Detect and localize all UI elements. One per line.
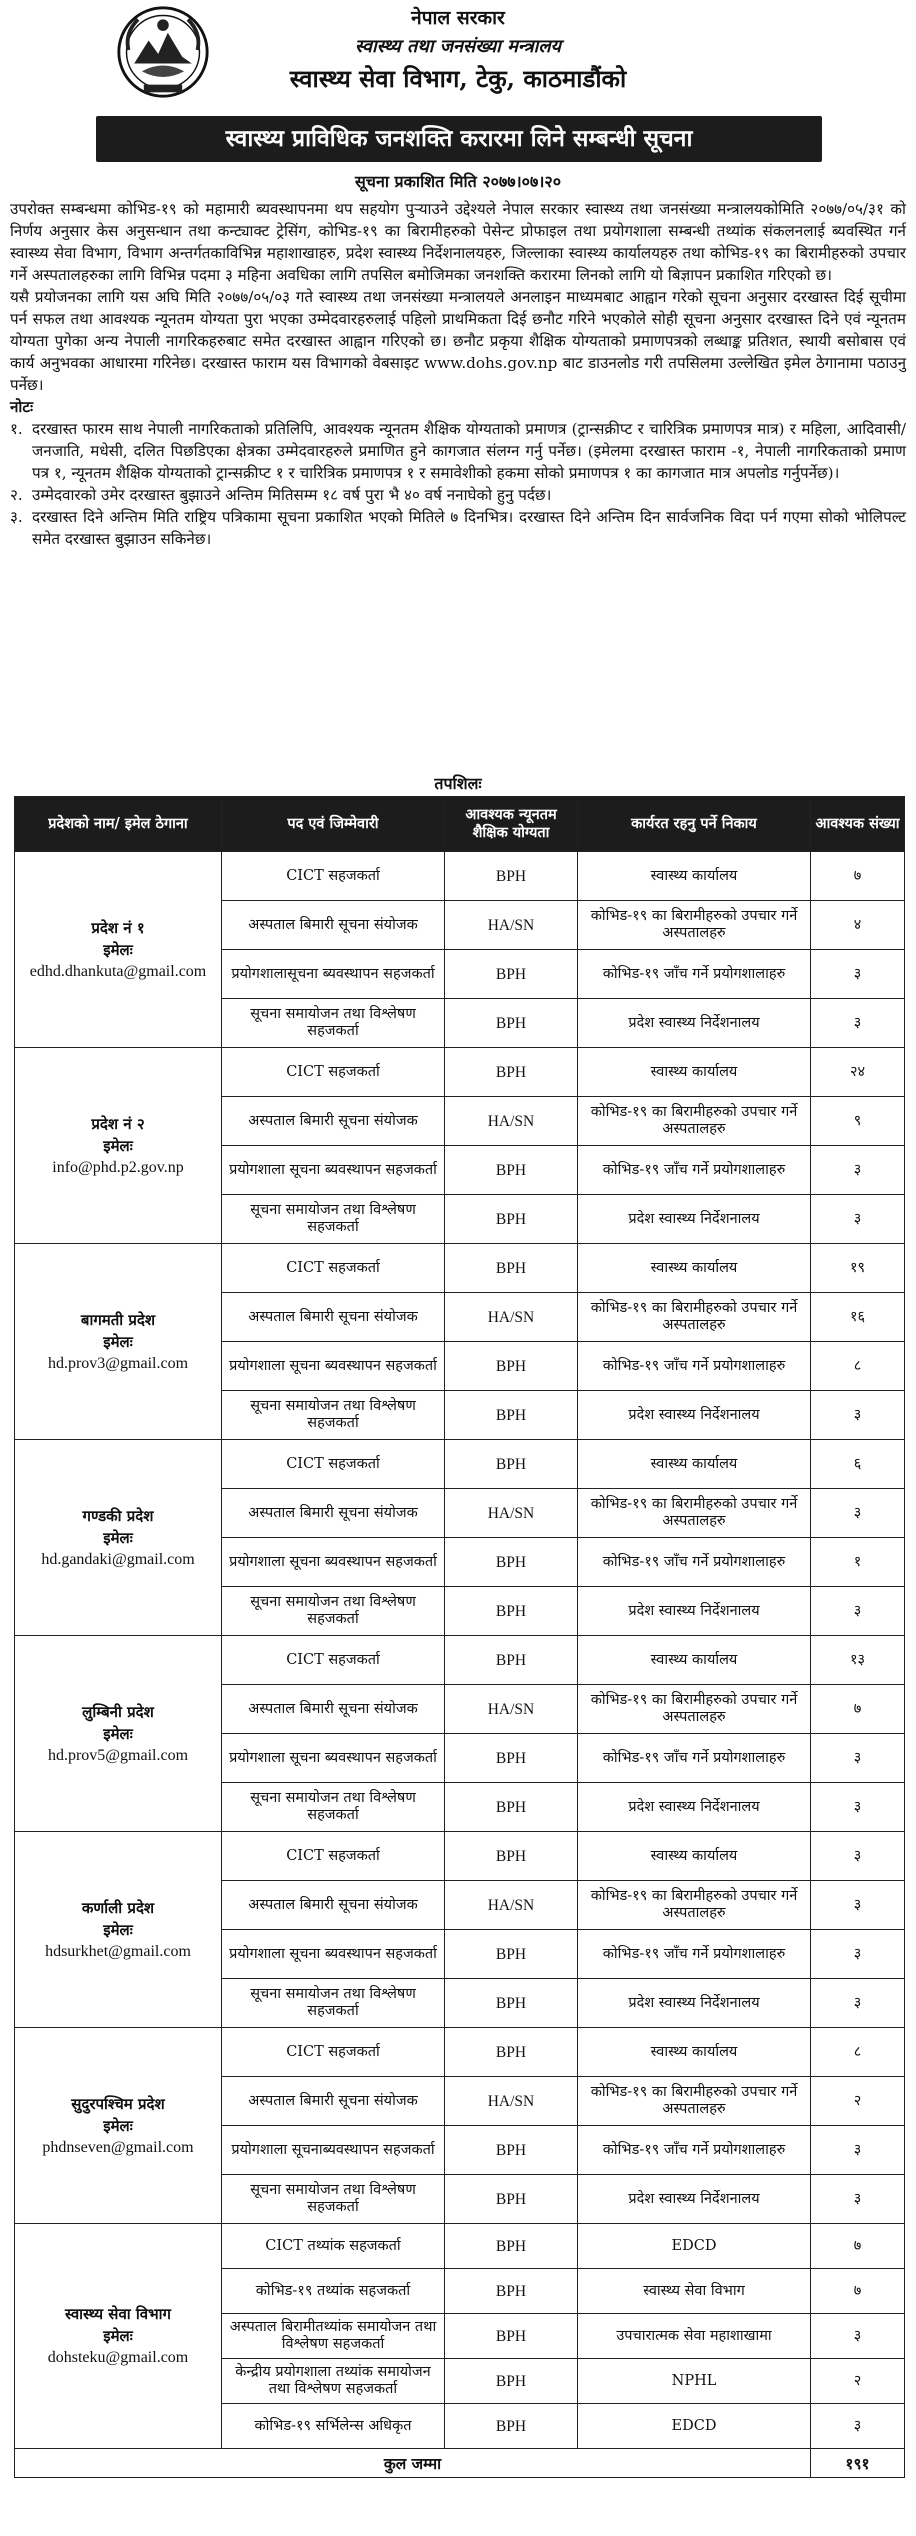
office-cell: कोभिड-१९ जाँच गर्ने प्रयोगशालाहरु: [578, 1538, 811, 1587]
qualification-cell: BPH: [445, 1636, 578, 1685]
qualification-cell: BPH: [445, 2314, 578, 2359]
province-email: dohsteku@gmail.com: [47, 2349, 189, 2366]
table-subtitle: तपशिलः: [434, 774, 482, 793]
note-item: [10, 484, 906, 506]
header-province: प्रदेशको नाम/ इमेल ठेगाना: [15, 797, 222, 852]
post-cell: CICT सहजकर्ता: [222, 1244, 445, 1293]
post-cell: CICT सहजकर्ता: [222, 1048, 445, 1097]
count-cell: २: [811, 2077, 905, 2126]
province-name: प्रदेश नं २: [91, 1114, 145, 1133]
qualification-cell: BPH: [445, 1440, 578, 1489]
table-header-row: [15, 797, 905, 852]
office-cell: स्वास्थ्य सेवा विभाग: [578, 2269, 811, 2314]
count-cell: ३: [811, 1783, 905, 1832]
count-cell: ३: [811, 2314, 905, 2359]
email-label: इमेलः: [103, 1136, 133, 1155]
count-cell: ९: [811, 1097, 905, 1146]
qualification-cell: BPH: [445, 2224, 578, 2269]
office-cell: कोभिड-१९ का बिरामीहरुको उपचार गर्ने अस्पतालहरु: [578, 1293, 811, 1342]
note-item: [10, 418, 906, 484]
post-cell: प्रयोगशाला सूचना ब्यवस्थापन सहजकर्ता: [222, 1342, 445, 1391]
note-number: २.: [10, 486, 23, 504]
email-label: इमेलः: [103, 2327, 133, 2345]
note-text: उम्मेदवारको उमेर दरखास्त बुझाउने अन्तिम मितिसम्म १८ वर्ष पुरा भै ४० वर्ष ननाघेको हुनु पर्दछ।: [32, 486, 552, 504]
post-cell: CICT सहजकर्ता: [222, 1832, 445, 1881]
province-email: hd.prov5@gmail.com: [47, 1746, 189, 1764]
province-cell: [15, 1636, 222, 1832]
total-label: कुल जम्मा: [15, 2449, 811, 2478]
email-label: इमेलः: [103, 1332, 133, 1351]
post-cell: अस्पताल बिरामीतथ्यांक समायोजन तथा विश्लेषण सहजकर्ता: [222, 2314, 445, 2359]
count-cell: १६: [811, 1293, 905, 1342]
office-cell: स्वास्थ्य कार्यालय: [578, 2028, 811, 2077]
qualification-cell: BPH: [445, 2404, 578, 2449]
office-cell: प्रदेश स्वास्थ्य निर्देशनालय: [578, 1587, 811, 1636]
notice-title-banner: स्वास्थ्य प्राविधिक जनशक्ति करारमा लिने सम्बन्धी सूचना: [96, 116, 822, 162]
province-cell: [15, 2028, 222, 2224]
count-cell: ३: [811, 999, 905, 1048]
header-count: आवश्यक संख्या: [811, 797, 905, 852]
email-label: इमेलः: [103, 1724, 133, 1743]
post-cell: प्रयोगशाला सूचना ब्यवस्थापन सहजकर्ता: [222, 1538, 445, 1587]
ministry-name: स्वास्थ्य तथा जनसंख्या मन्त्रालय: [355, 36, 561, 57]
qualification-cell: HA/SN: [445, 1685, 578, 1734]
province-email: edhd.dhankuta@gmail.com: [29, 962, 207, 980]
qualification-cell: BPH: [445, 1391, 578, 1440]
qualification-cell: BPH: [445, 852, 578, 901]
office-cell: प्रदेश स्वास्थ्य निर्देशनालय: [578, 2175, 811, 2224]
count-cell: ३: [811, 2404, 905, 2449]
office-cell: कोभिड-१९ का बिरामीहरुको उपचार गर्ने अस्पतालहरु: [578, 1881, 811, 1930]
email-label: इमेलः: [103, 1528, 133, 1547]
office-cell: कोभिड-१९ जाँच गर्ने प्रयोगशालाहरु: [578, 1342, 811, 1391]
province-cell: [15, 2224, 222, 2449]
qualification-cell: HA/SN: [445, 1489, 578, 1538]
count-cell: ३: [811, 2126, 905, 2175]
count-cell: ३: [811, 1146, 905, 1195]
office-cell: स्वास्थ्य कार्यालय: [578, 852, 811, 901]
post-cell: अस्पताल बिमारी सूचना संयोजक: [222, 2077, 445, 2126]
email-label: इमेलः: [103, 1920, 133, 1939]
qualification-cell: BPH: [445, 1538, 578, 1587]
post-cell: प्रयोगशालासूचना ब्यवस्थापन सहजकर्ता: [222, 950, 445, 999]
province-email: phdnseven@gmail.com: [42, 2138, 194, 2156]
note-number: १.: [10, 420, 23, 438]
qualification-cell: BPH: [445, 1048, 578, 1097]
post-cell: अस्पताल बिमारी सूचना संयोजक: [222, 901, 445, 950]
post-cell: केन्द्रीय प्रयोगशाला तथ्यांक समायोजन तथा विश्लेषण सहजकर्ता: [222, 2359, 445, 2404]
post-cell: कोभिड-१९ तथ्यांक सहजकर्ता: [222, 2269, 445, 2314]
intro-paragraph-1: उपरोक्त सम्बन्धमा कोभिड-१९ को महामारी ब्यवस्थापनमा थप सहयोग पुर्‍याउने उद्देश्यले नेपाल सरकार स्वास्थ्य तथा जनसंख्या मन्त्रालयकोमिति २०७७/०५/३१ को निर्णय अनुसार केस अनुसन्धान तथा कन्ट्याक्ट ट्रेसिंग, कोभिड-१९ का बिरामीहरुको पेसेन्ट प्रोफाइल तथा प्रयोगशाला सम्बन्धी तथ्यांक संकलनलाई ब्यवस्थित गर्न स्वास्थ्य सेवा विभाग, विभाग अन्तर्गतकाविभिन्न महाशाखाहरु, प्रदेश स्वास्थ्य निर्देशनालयहरु, जिल्लाका स्वास्थ्य कार्यालयहरु तथा कोभिड-१९ का बिरामीहरुको उपचार गर्ने अस्पतालहरुका लागि विभिन्न पदमा ३ महिना अवधिका लागि तपसिल बमोजिमका जनशक्ति करारमा लिनको लागि यो बिज्ञापन प्रकाशित गरिएको छ।: [10, 200, 906, 284]
letterhead: [0, 0, 916, 112]
qualification-cell: HA/SN: [445, 2077, 578, 2126]
post-cell: अस्पताल बिमारी सूचना संयोजक: [222, 1489, 445, 1538]
post-cell: CICT सहजकर्ता: [222, 1440, 445, 1489]
department-name: स्वास्थ्य सेवा विभाग, टेकु, काठमाडौंको: [289, 64, 627, 93]
count-cell: ७: [811, 1685, 905, 1734]
province-name: गण्डकी प्रदेश: [82, 1506, 154, 1525]
count-cell: ३: [811, 1881, 905, 1930]
post-cell: कोभिड-१९ सर्भिलेन्स अधिकृत: [222, 2404, 445, 2449]
office-cell: स्वास्थ्य कार्यालय: [578, 1244, 811, 1293]
note-text: दरखास्त दिने अन्तिम मिति राष्ट्रिय पत्रिकामा सूचना प्रकाशित भएको मितिले ७ दिनभित्र। दरखास्त दिने अन्तिम दिन सार्वजनिक विदा पर्न गएमा सोको भोलिपल्ट समेत दरखास्त बुझाउन सकिनेछ।: [32, 508, 906, 548]
count-cell: ३: [811, 1734, 905, 1783]
post-cell: प्रयोगशाला सूचनाब्यवस्थापन सहजकर्ता: [222, 2126, 445, 2175]
qualification-cell: BPH: [445, 1783, 578, 1832]
count-cell: ३: [811, 1391, 905, 1440]
post-cell: सूचना समायोजन तथा विश्लेषण सहजकर्ता: [222, 1979, 445, 2028]
qualification-cell: BPH: [445, 2126, 578, 2175]
total-value: १९१: [811, 2449, 905, 2478]
qualification-cell: BPH: [445, 2028, 578, 2077]
total-row: [15, 2449, 905, 2478]
post-cell: अस्पताल बिमारी सूचना संयोजक: [222, 1293, 445, 1342]
email-label: इमेलः: [103, 940, 133, 959]
count-cell: ८: [811, 2028, 905, 2077]
post-cell: सूचना समायोजन तथा विश्लेषण सहजकर्ता: [222, 1391, 445, 1440]
notes-list: [10, 418, 906, 550]
count-cell: ७: [811, 2224, 905, 2269]
post-cell: CICT सहजकर्ता: [222, 2028, 445, 2077]
province-name: कर्णाली प्रदेश: [81, 1898, 155, 1917]
office-cell: कोभिड-१९ जाँच गर्ने प्रयोगशालाहरु: [578, 1930, 811, 1979]
count-cell: ७: [811, 2269, 905, 2314]
count-cell: २: [811, 2359, 905, 2404]
count-cell: ७: [811, 852, 905, 901]
office-cell: प्रदेश स्वास्थ्य निर्देशनालय: [578, 1391, 811, 1440]
count-cell: ३: [811, 1587, 905, 1636]
qualification-cell: HA/SN: [445, 1881, 578, 1930]
office-cell: कोभिड-१९ जाँच गर्ने प्रयोगशालाहरु: [578, 1146, 811, 1195]
qualification-cell: HA/SN: [445, 901, 578, 950]
table-body: [15, 852, 905, 2478]
post-cell: प्रयोगशाला सूचना ब्यवस्थापन सहजकर्ता: [222, 1146, 445, 1195]
office-cell: स्वास्थ्य कार्यालय: [578, 1048, 811, 1097]
province-email: info@phd.p2.gov.np: [52, 1158, 184, 1176]
office-cell: स्वास्थ्य कार्यालय: [578, 1440, 811, 1489]
post-cell: अस्पताल बिमारी सूचना संयोजक: [222, 1685, 445, 1734]
qualification-cell: BPH: [445, 1587, 578, 1636]
count-cell: ३: [811, 1195, 905, 1244]
qualification-cell: BPH: [445, 1146, 578, 1195]
government-name: नेपाल सरकार: [411, 7, 505, 29]
count-cell: ३: [811, 1979, 905, 2028]
office-cell: EDCD: [578, 2224, 811, 2269]
table-row: [15, 852, 905, 901]
qualification-cell: BPH: [445, 1832, 578, 1881]
count-cell: ८: [811, 1342, 905, 1391]
note-number: ३.: [10, 508, 23, 526]
office-cell: कोभिड-१९ का बिरामीहरुको उपचार गर्ने अस्पतालहरु: [578, 901, 811, 950]
header-post: पद एवं जिम्मेवारी: [222, 797, 445, 852]
table-row: [15, 1636, 905, 1685]
qualification-cell: BPH: [445, 950, 578, 999]
qualification-cell: BPH: [445, 2359, 578, 2404]
province-cell: [15, 1244, 222, 1440]
count-cell: २४: [811, 1048, 905, 1097]
post-cell: सूचना समायोजन तथा विश्लेषण सहजकर्ता: [222, 2175, 445, 2224]
post-cell: अस्पताल बिमारी सूचना संयोजक: [222, 1097, 445, 1146]
office-cell: स्वास्थ्य कार्यालय: [578, 1832, 811, 1881]
office-cell: प्रदेश स्वास्थ्य निर्देशनालय: [578, 999, 811, 1048]
province-name: स्वास्थ्य सेवा विभाग: [65, 2305, 171, 2323]
table-row: [15, 2028, 905, 2077]
intro-paragraph-2: यसै प्रयोजनका लागि यस अघि मिति २०७७/०५/०३ गते स्वास्थ्य तथा जनसंख्या मन्त्रालयले अनलाइन माध्यमबाट आह्वान गरेको सूचना अनुसार दरखास्त दिई सूचीमा पर्न सफल तथा आवश्यक न्यूनतम योग्यता पुरा भएका उम्मेदवारहरुलाई पहिलो प्राथमिकता दिई छनौट गरिने भएकोले सोही सूचना अनुसार दरखास्त दिने एवं न्यूनतम योग्यता पुगेका अन्य नेपाली नागरिकहरुबाट समेत दरखास्त आह्वान गरिएको छ। छनौट प्रकृया शैक्षिक योग्यताको प्रमाणपत्रको लब्धाङ्क प्रतिशत, स्थायी बसोबास एवं कार्य अनुभवका आधारमा गरिनेछ। दरखास्त फाराम यस विभागको वेबसाइट www.dohs.gov.np बाट डाउनलोड गरी तपसिलमा उल्लेखित इमेल ठेगानामा पठाउनु पर्नेछ।: [10, 288, 907, 394]
province-cell: [15, 1440, 222, 1636]
publish-date-text: सूचना प्रकाशित मिति २०७७।०७।२०: [354, 172, 562, 191]
province-name: बागमती प्रदेश: [80, 1310, 156, 1329]
notes-label: नोटः: [10, 398, 34, 416]
post-cell: अस्पताल बिमारी सूचना संयोजक: [222, 1881, 445, 1930]
office-cell: EDCD: [578, 2404, 811, 2449]
post-cell: प्रयोगशाला सूचना ब्यवस्थापन सहजकर्ता: [222, 1734, 445, 1783]
header-office: कार्यरत रहनु पर्ने निकाय: [578, 797, 811, 852]
count-cell: ३: [811, 2175, 905, 2224]
count-cell: ३: [811, 950, 905, 999]
province-cell: [15, 1048, 222, 1244]
header-qualification: आवश्यक न्यूनतम शैक्षिक योग्यता: [445, 797, 578, 852]
office-cell: NPHL: [578, 2359, 811, 2404]
office-cell: कोभिड-१९ का बिरामीहरुको उपचार गर्ने अस्पतालहरु: [578, 1489, 811, 1538]
office-cell: कोभिड-१९ जाँच गर्ने प्रयोगशालाहरु: [578, 950, 811, 999]
office-cell: प्रदेश स्वास्थ्य निर्देशनालय: [578, 1979, 811, 2028]
qualification-cell: BPH: [445, 2269, 578, 2314]
province-cell: [15, 1832, 222, 2028]
count-cell: १९: [811, 1244, 905, 1293]
table-row: [15, 1440, 905, 1489]
qualification-cell: BPH: [445, 1930, 578, 1979]
post-cell: CICT सहजकर्ता: [222, 852, 445, 901]
count-cell: ३: [811, 1930, 905, 1979]
province-cell: [15, 852, 222, 1048]
office-cell: प्रदेश स्वास्थ्य निर्देशनालय: [578, 1195, 811, 1244]
note-text: दरखास्त फारम साथ नेपाली नागरिकताको प्रतिलिपि, आवश्यक न्यूनतम शैक्षिक योग्यताको प्रमाणत्र (ट्रान्सक्रीप्ट र चारित्रिक प्रमाणपत्र मात्र) र महिला, आदिवासी/जनजाति, मधेसी, दलित पिछडिएका क्षेत्रका उम्मेदवारहरुले प्रमाणित हुने कागजात संलग्न गर्नु पर्नेछ। (इमेलमा दरखास्त फाराम -१, नेपाली नागरिकताको प्रमाण पत्र १, न्यूनतम शैक्षिक योग्यताको ट्रान्सक्रीप्ट १ र चारित्रिक प्रमाणपत्र १ र समावेशीको हकमा सोको प्रमाणपत्र १ का कागजात मात्र अपलोड गर्नुपर्नेछ)।: [32, 420, 906, 482]
qualification-cell: BPH: [445, 1734, 578, 1783]
qualification-cell: BPH: [445, 2175, 578, 2224]
office-cell: उपचारात्मक सेवा महाशाखामा: [578, 2314, 811, 2359]
post-cell: सूचना समायोजन तथा विश्लेषण सहजकर्ता: [222, 1587, 445, 1636]
office-cell: कोभिड-१९ जाँच गर्ने प्रयोगशालाहरु: [578, 2126, 811, 2175]
publish-date: [0, 170, 916, 192]
post-cell: सूचना समायोजन तथा विश्लेषण सहजकर्ता: [222, 999, 445, 1048]
qualification-cell: HA/SN: [445, 1097, 578, 1146]
office-cell: कोभिड-१९ का बिरामीहरुको उपचार गर्ने अस्पतालहरु: [578, 1685, 811, 1734]
vacancy-table: [14, 796, 905, 2478]
province-name: सुदुरपश्चिम प्रदेश: [71, 2094, 165, 2113]
count-cell: ३: [811, 1832, 905, 1881]
office-cell: प्रदेश स्वास्थ्य निर्देशनालय: [578, 1783, 811, 1832]
note-item: [10, 506, 906, 550]
post-cell: CICT सहजकर्ता: [222, 1636, 445, 1685]
office-cell: स्वास्थ्य कार्यालय: [578, 1636, 811, 1685]
email-label: इमेलः: [103, 2116, 133, 2135]
table-row: [15, 2224, 905, 2269]
notice-body: [10, 198, 906, 550]
vacancy-table-wrapper: [14, 796, 904, 2478]
count-cell: १३: [811, 1636, 905, 1685]
office-cell: कोभिड-१९ का बिरामीहरुको उपचार गर्ने अस्पतालहरु: [578, 1097, 811, 1146]
table-row: [15, 1048, 905, 1097]
table-row: [15, 1832, 905, 1881]
post-cell: सूचना समायोजन तथा विश्लेषण सहजकर्ता: [222, 1195, 445, 1244]
office-cell: कोभिड-१९ जाँच गर्ने प्रयोगशालाहरु: [578, 1734, 811, 1783]
count-cell: ४: [811, 901, 905, 950]
province-name: प्रदेश नं १: [91, 918, 145, 937]
province-email: hdsurkhet@gmail.com: [45, 1942, 191, 1960]
count-cell: ६: [811, 1440, 905, 1489]
qualification-cell: BPH: [445, 999, 578, 1048]
qualification-cell: BPH: [445, 1342, 578, 1391]
province-name: लुम्बिनी प्रदेश: [82, 1702, 154, 1721]
post-cell: प्रयोगशाला सूचना ब्यवस्थापन सहजकर्ता: [222, 1930, 445, 1979]
post-cell: CICT तथ्यांक सहजकर्ता: [222, 2224, 445, 2269]
qualification-cell: HA/SN: [445, 1293, 578, 1342]
qualification-cell: BPH: [445, 1979, 578, 2028]
post-cell: सूचना समायोजन तथा विश्लेषण सहजकर्ता: [222, 1783, 445, 1832]
count-cell: १: [811, 1538, 905, 1587]
count-cell: ३: [811, 1489, 905, 1538]
office-cell: कोभिड-१९ का बिरामीहरुको उपचार गर्ने अस्पतालहरु: [578, 2077, 811, 2126]
table-row: [15, 1244, 905, 1293]
qualification-cell: BPH: [445, 1244, 578, 1293]
qualification-cell: BPH: [445, 1195, 578, 1244]
province-email: hd.prov3@gmail.com: [47, 1354, 189, 1372]
province-email: hd.gandaki@gmail.com: [41, 1550, 195, 1568]
